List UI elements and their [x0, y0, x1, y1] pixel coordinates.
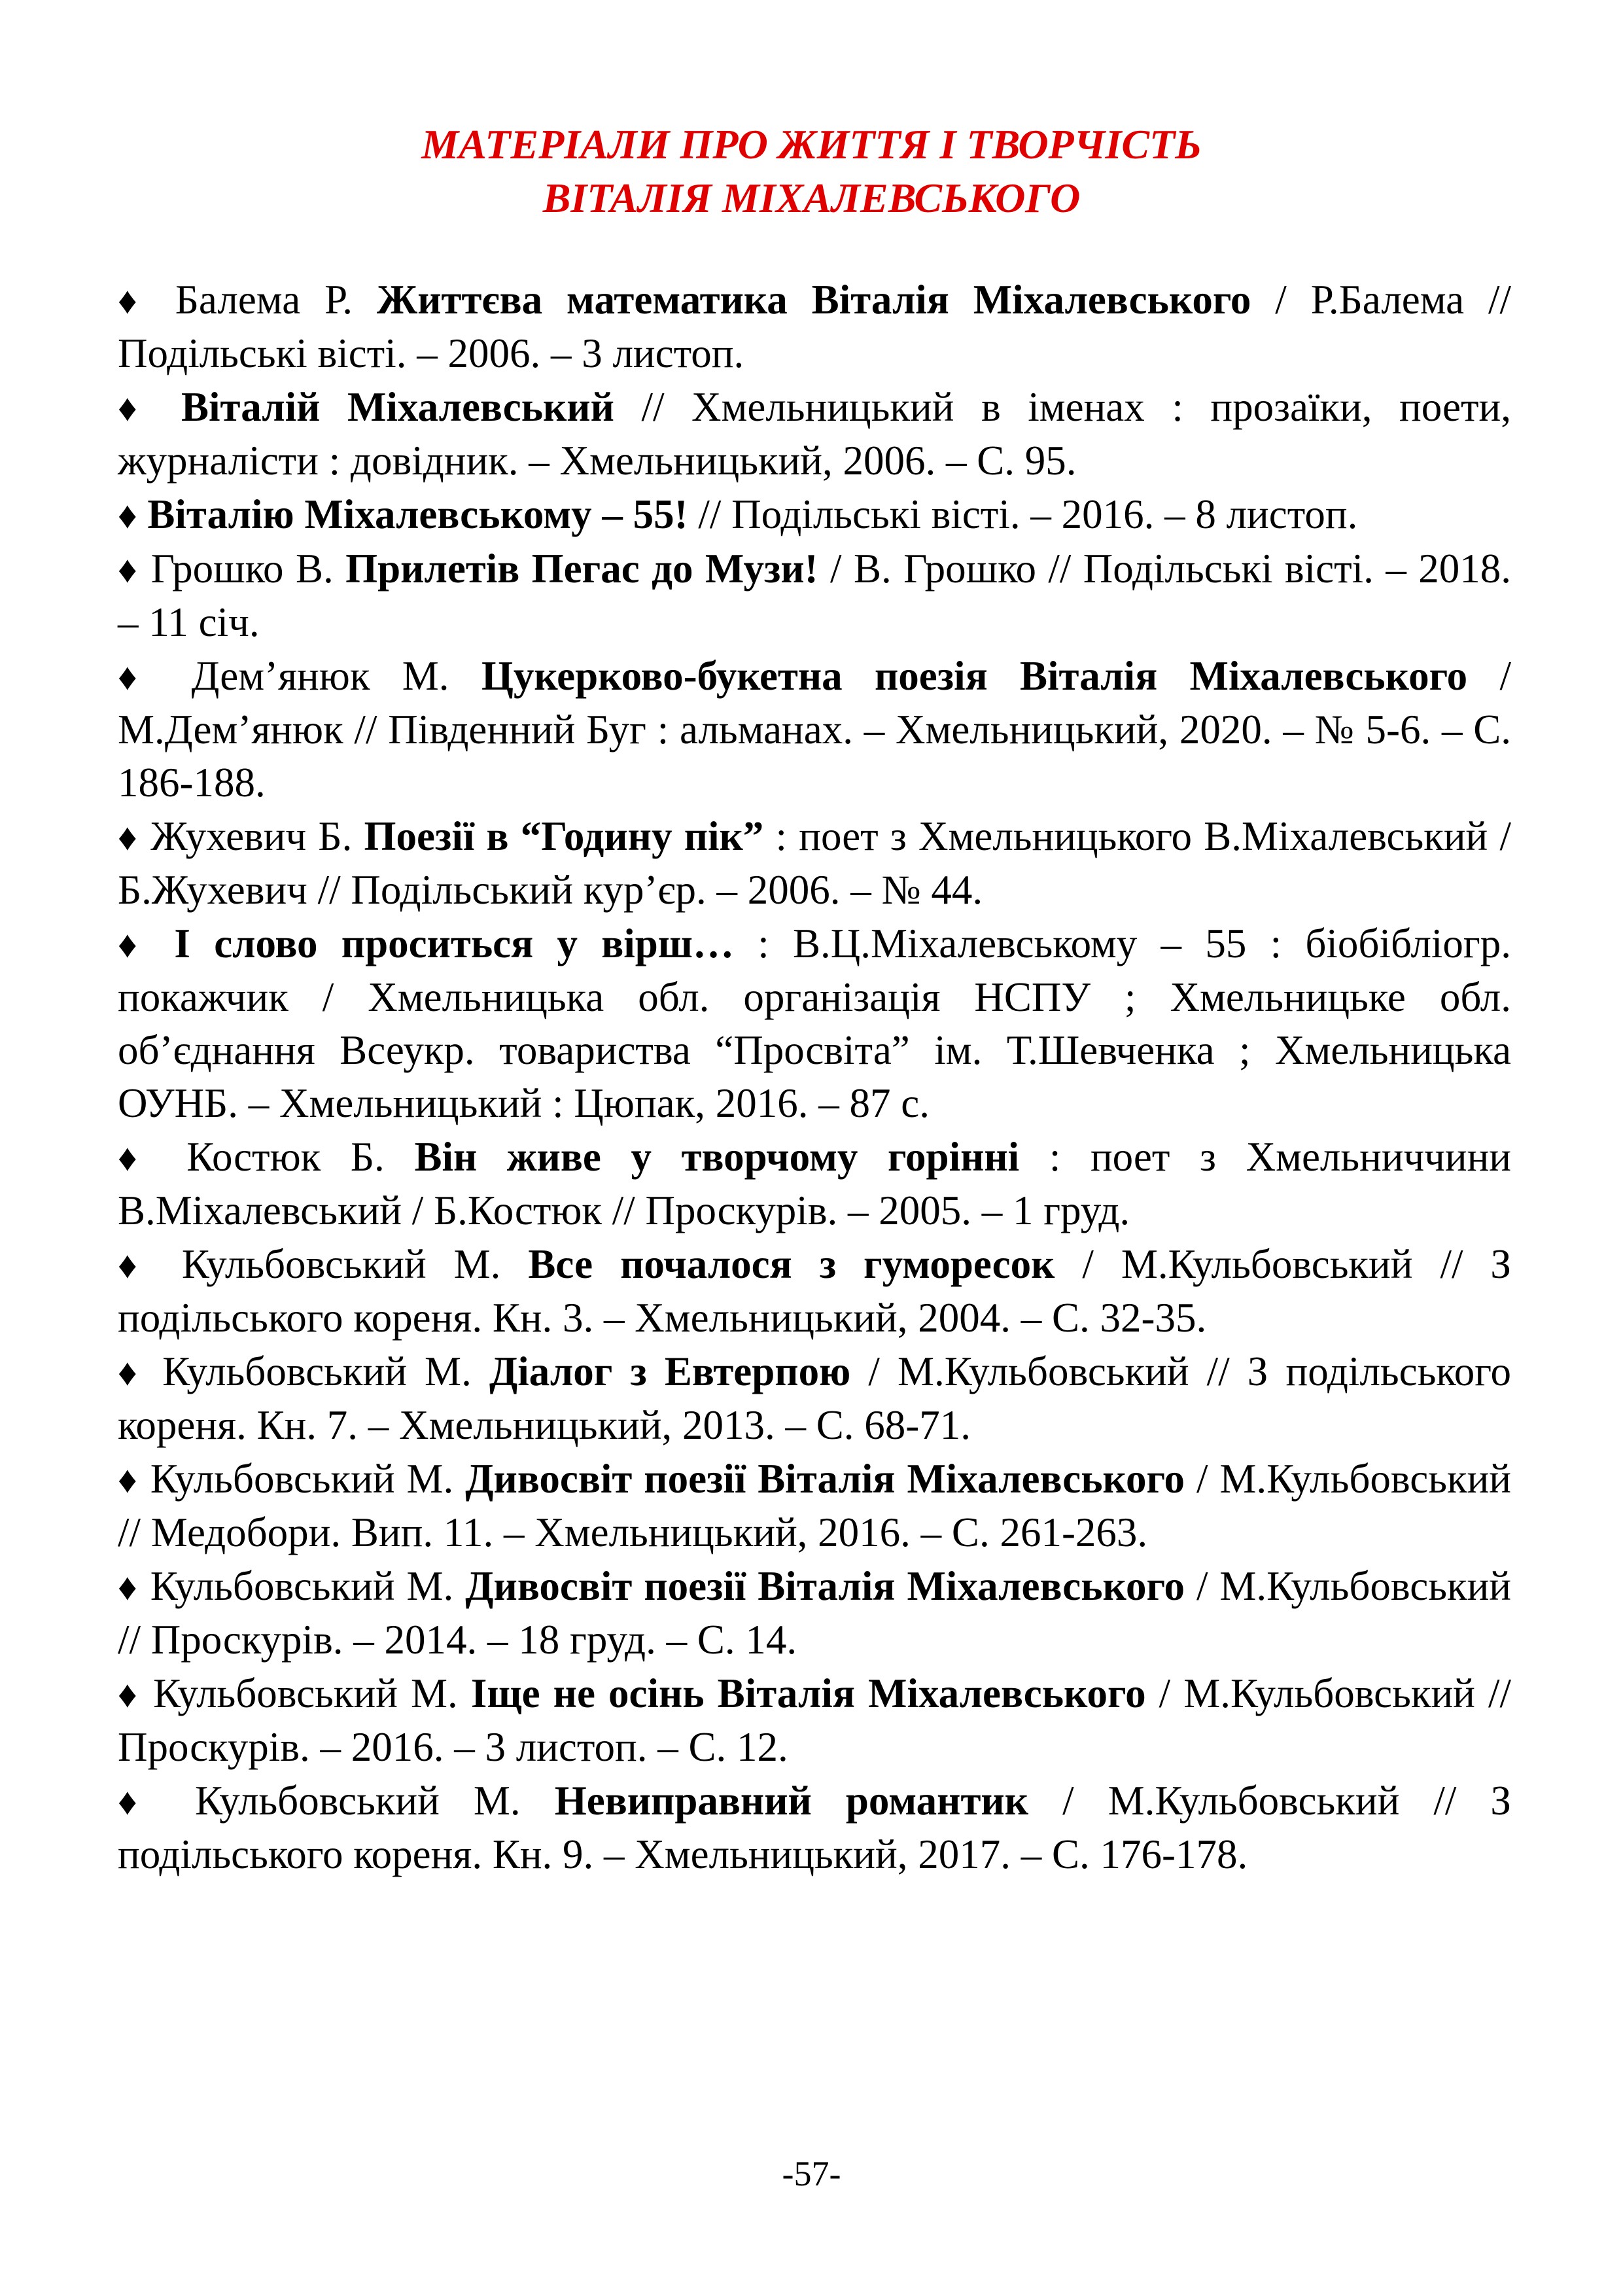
entry-title: Цукерково-букетна поезія Віталія Міхалевського — [481, 653, 1468, 699]
title-line-2: ВІТАЛІЯ МІХАЛЕВСЬКОГО — [542, 175, 1081, 221]
entry-details: / М.Кульбовський // Проскурів. – 2014. – 18 груд. – С. 14. — [118, 1563, 1511, 1663]
bibliography-entry — [118, 810, 1511, 917]
entry-details: // Подільські вісті. – 2016. – 8 листоп. — [688, 491, 1358, 537]
bibliography-entry — [118, 917, 1511, 1130]
diamond-bullet-icon: ♦ — [118, 1137, 157, 1179]
diamond-bullet-icon: ♦ — [118, 1351, 145, 1394]
diamond-bullet-icon: ♦ — [118, 1673, 140, 1716]
bibliography-entry — [118, 1131, 1511, 1237]
entry-title: Діалог з Евтерпою — [489, 1349, 851, 1394]
entry-title: Життєва математика Віталія Міхалевського — [376, 277, 1251, 323]
bibliography-list — [118, 274, 1511, 1882]
bibliography-entry — [118, 1667, 1511, 1774]
diamond-bullet-icon: ♦ — [118, 279, 151, 322]
diamond-bullet-icon: ♦ — [118, 656, 160, 698]
bibliography-entry — [118, 650, 1511, 809]
bibliography-entry — [118, 1345, 1511, 1452]
page-title — [0, 118, 1623, 225]
entry-details: : В.Ц.Міхалевському – 55 : біобібліогр. покажчик / Хмельницька обл. організація НСПУ ; Хмельницьке обл. об’єднання Всеукр. товариства “Просвіта” ім. Т.Шевченка ; Хмельницька ОУНБ. – Хмельницький : Цюпак, 2016. – 87 с. — [118, 921, 1511, 1126]
bibliography-entry — [118, 542, 1511, 649]
entry-title: Іще не осінь Віталія Міхалевського — [470, 1670, 1146, 1716]
diamond-bullet-icon: ♦ — [118, 816, 139, 858]
diamond-bullet-icon: ♦ — [118, 1566, 139, 1608]
bibliography-entry — [118, 1238, 1511, 1345]
entry-author: Кульбовський М. — [153, 1670, 471, 1716]
entry-details: / М.Кульбовський // З подільського кореня. Кн. 7. – Хмельницький, 2013. – С. 68-71. — [118, 1349, 1511, 1448]
entry-author: Жухевич Б. — [150, 813, 364, 859]
entry-author: Кульбовський М. — [162, 1349, 489, 1394]
entry-details: / М.Кульбовський // Медобори. Вип. 11. – Хмельницький, 2016. – С. 261-263. — [118, 1456, 1511, 1555]
entry-title: І слово проситься у вірш… — [174, 921, 734, 966]
entry-title: Дивосвіт поезії Віталія Міхалевського — [465, 1563, 1185, 1609]
entry-title: Він живе у творчому горінні — [414, 1134, 1020, 1180]
entry-title: Дивосвіт поезії Віталія Міхалевського — [465, 1456, 1185, 1502]
diamond-bullet-icon: ♦ — [118, 923, 151, 966]
entry-details: / М.Дем’янюк // Південний Буг : альманах. – Хмельницький, 2020. – № 5-6. – С. 186-188. — [118, 653, 1511, 805]
entry-author: Костюк Б. — [186, 1134, 415, 1180]
entry-details: / В. Грошко // Подільські вісті. – 2018. – 11 січ. — [118, 546, 1511, 645]
entry-title: Невиправний романтик — [554, 1778, 1029, 1824]
entry-title: Все почалося з гуморесок — [528, 1241, 1055, 1287]
entry-author: Балема Р. — [175, 277, 377, 323]
entry-title: Поезії в “Годину пік” — [364, 813, 764, 859]
bibliography-entry — [118, 274, 1511, 380]
bibliography-entry — [118, 381, 1511, 487]
entry-author: Грошко В. — [150, 546, 346, 592]
diamond-bullet-icon: ♦ — [118, 1458, 139, 1501]
diamond-bullet-icon: ♦ — [118, 548, 139, 591]
entry-details: / М.Кульбовський // З подільського кореня. Кн. 9. – Хмельницький, 2017. – С. 176-178. — [118, 1778, 1511, 1877]
diamond-bullet-icon: ♦ — [118, 1244, 154, 1286]
entry-author: Кульбовський М. — [181, 1241, 529, 1287]
entry-details: : поет з Хмельницького В.Міхалевський / Б.Жухевич // Подільський кур’єр. – 2006. – № 44. — [118, 813, 1511, 913]
diamond-bullet-icon: ♦ — [118, 387, 154, 429]
title-line-1: МАТЕРІАЛИ ПРО ЖИТТЯ І ТВОРЧІСТЬ — [421, 121, 1202, 168]
bibliography-entry — [118, 1560, 1511, 1667]
entry-author: Кульбовський М. — [150, 1456, 466, 1502]
bibliography-entry — [118, 1453, 1511, 1559]
entry-title: Віталій Міхалевський — [181, 384, 614, 430]
entry-details: / Р.Балема // Подільські вісті. – 2006. – 3 листоп. — [118, 277, 1512, 376]
entry-author: Кульбовський М. — [150, 1563, 466, 1609]
bibliography-entry — [118, 488, 1511, 542]
entry-details: / М.Кульбовський // З подільського кореня. Кн. 3. – Хмельницький, 2004. – С. 32-35. — [118, 1241, 1511, 1341]
diamond-bullet-icon: ♦ — [118, 494, 137, 537]
bibliography-entry — [118, 1775, 1511, 1881]
entry-details: // Хмельницький в іменах : прозаїки, поети, журналісти : довідник. – Хмельницький, 2006. – С. 95. — [118, 384, 1511, 484]
entry-author: Кульбовський М. — [195, 1778, 555, 1824]
entry-details: / М.Кульбовський // Проскурів. – 2016. – 3 листоп. – С. 12. — [118, 1670, 1511, 1770]
entry-details: : поет з Хмельниччини В.Міхалевський / Б.Костюк // Проскурів. – 2005. – 1 груд. — [118, 1134, 1512, 1233]
page-number: -57- — [782, 2154, 841, 2193]
entry-author: Дем’янюк М. — [191, 653, 481, 699]
entry-title: Прилетів Пегас до Музи! — [345, 546, 818, 592]
diamond-bullet-icon: ♦ — [118, 1780, 161, 1823]
entry-title: Віталію Міхалевському – 55! — [147, 491, 688, 537]
